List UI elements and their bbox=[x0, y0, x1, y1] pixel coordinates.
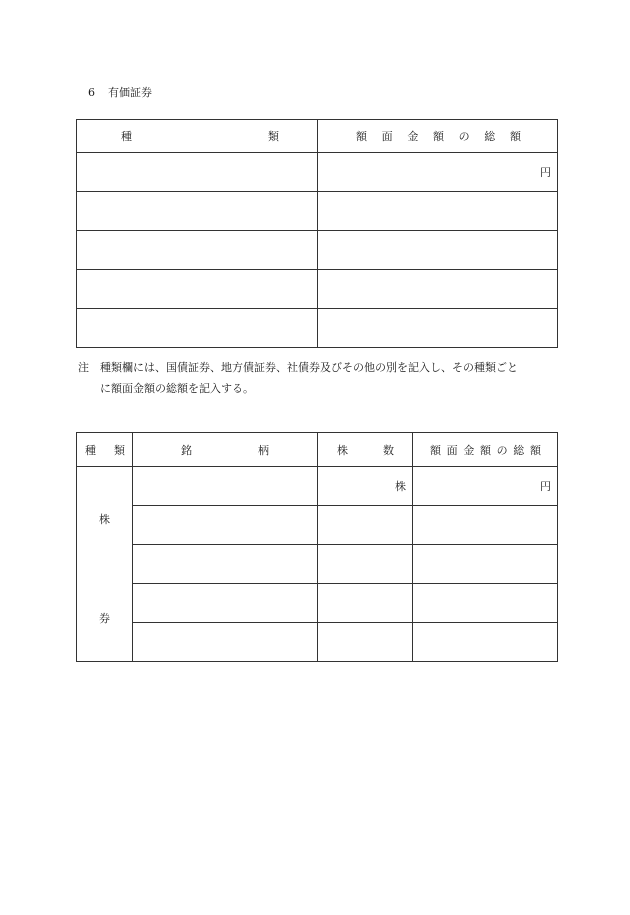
issue-name-cell[interactable] bbox=[133, 584, 318, 623]
header-face-value-total: 額 面 金 額 の 総 額 bbox=[413, 433, 558, 467]
face-value-cell[interactable] bbox=[318, 270, 558, 309]
face-value-cell[interactable] bbox=[318, 192, 558, 231]
table-row bbox=[77, 153, 558, 192]
share-count-cell[interactable] bbox=[318, 545, 413, 584]
share-count-cell[interactable] bbox=[318, 506, 413, 545]
yen-unit: 円 bbox=[540, 166, 551, 179]
face-value-cell[interactable] bbox=[413, 623, 558, 662]
issue-name-cell[interactable] bbox=[133, 467, 318, 506]
table-row bbox=[77, 467, 558, 506]
header-type: 種 類 bbox=[77, 120, 318, 153]
kind-label-char-2: 券 bbox=[99, 612, 110, 625]
securities-summary-table bbox=[76, 119, 558, 348]
share-count-cell[interactable] bbox=[318, 584, 413, 623]
table-header-row bbox=[77, 433, 558, 467]
table-row bbox=[77, 309, 558, 348]
section-heading bbox=[88, 84, 152, 100]
share-count-cell[interactable] bbox=[318, 623, 413, 662]
type-cell[interactable] bbox=[77, 270, 318, 309]
table-header-row bbox=[77, 120, 558, 153]
shares-unit: 株 bbox=[395, 480, 406, 493]
issue-name-cell[interactable] bbox=[133, 506, 318, 545]
table-row bbox=[77, 623, 558, 662]
kind-label-char-1: 株 bbox=[99, 513, 110, 526]
yen-unit: 円 bbox=[540, 480, 551, 493]
face-value-cell[interactable] bbox=[413, 506, 558, 545]
face-value-cell[interactable] bbox=[318, 309, 558, 348]
table-row bbox=[77, 545, 558, 584]
table-row bbox=[77, 506, 558, 545]
note-line-1: 種類欄には、国債証券、地方債証券、社債券及びその他の別を記入し、その種類ごと bbox=[100, 361, 518, 374]
face-value-cell[interactable] bbox=[413, 467, 558, 506]
stock-certificates-table bbox=[76, 432, 558, 662]
kind-cell-stock bbox=[77, 467, 133, 662]
face-value-cell[interactable] bbox=[318, 231, 558, 270]
issue-name-cell[interactable] bbox=[133, 623, 318, 662]
header-face-value-total: 額 面 金 額 の 総 額 bbox=[318, 120, 558, 153]
type-cell[interactable] bbox=[77, 309, 318, 348]
table-row bbox=[77, 231, 558, 270]
table-note bbox=[78, 357, 558, 399]
header-issue-name: 銘 柄 bbox=[133, 433, 318, 467]
type-cell[interactable] bbox=[77, 153, 318, 192]
header-share-count: 株 数 bbox=[318, 433, 413, 467]
face-value-cell[interactable] bbox=[318, 153, 558, 192]
share-count-cell[interactable] bbox=[318, 467, 413, 506]
type-cell[interactable] bbox=[77, 231, 318, 270]
table-row bbox=[77, 270, 558, 309]
table-row bbox=[77, 192, 558, 231]
table-row bbox=[77, 584, 558, 623]
header-kind: 種 類 bbox=[77, 433, 133, 467]
section-title: 有価証券 bbox=[108, 86, 152, 99]
type-cell[interactable] bbox=[77, 192, 318, 231]
note-line-2: に額面金額の総額を記入する。 bbox=[100, 382, 254, 395]
section-number: 6 bbox=[88, 86, 95, 99]
face-value-cell[interactable] bbox=[413, 545, 558, 584]
issue-name-cell[interactable] bbox=[133, 545, 318, 584]
face-value-cell[interactable] bbox=[413, 584, 558, 623]
note-mark: 注 bbox=[78, 361, 89, 374]
